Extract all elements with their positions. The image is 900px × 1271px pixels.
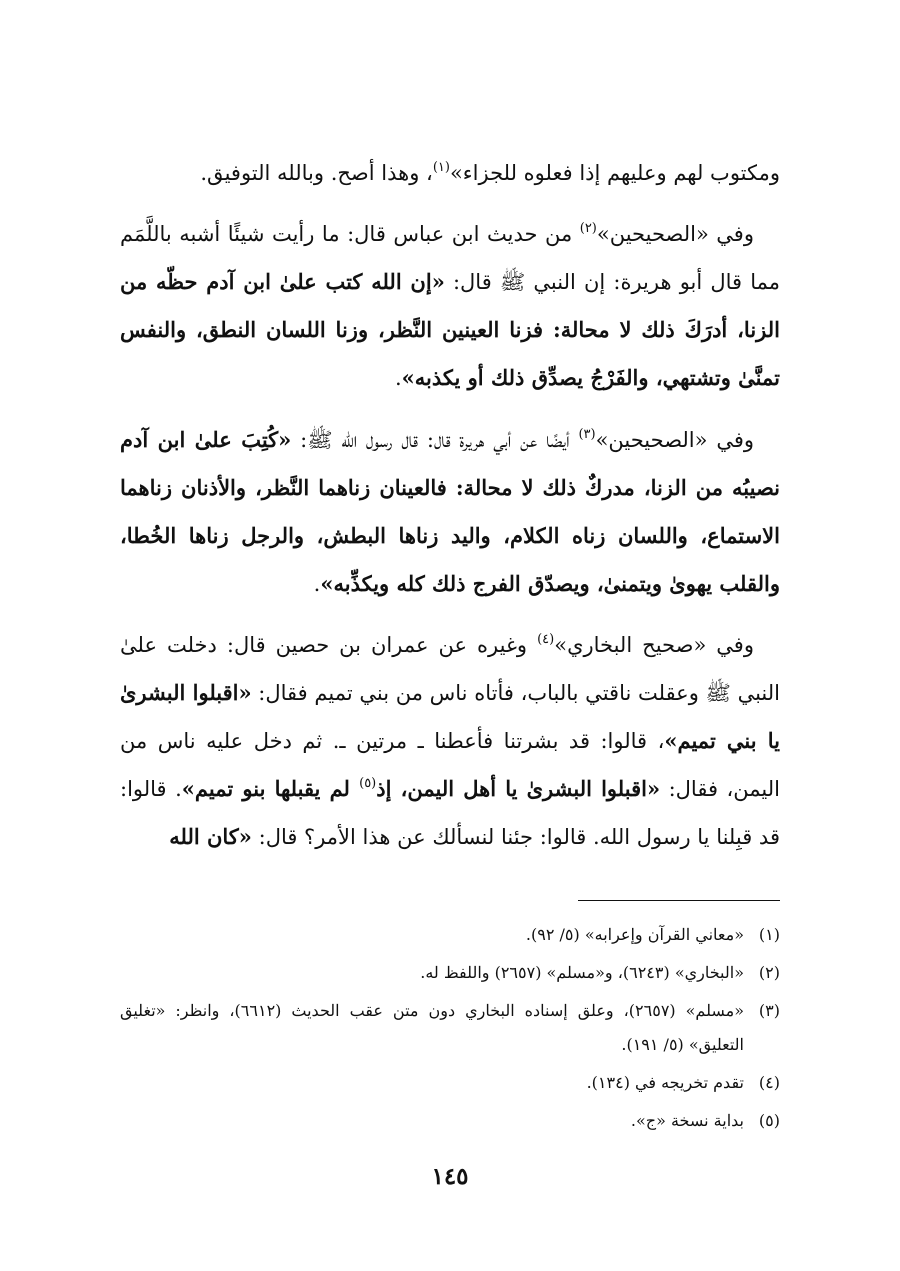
paragraph <box>120 416 780 608</box>
main-text <box>120 150 780 875</box>
text-run: . قالوا: قد قبِلنا يا رسول الله. قالوا: جئنا لنسألك عن هذا الأمر؟ قال: <box>120 777 780 849</box>
footnote-item <box>120 918 780 952</box>
text-run: من حديث ابن عباس قال: ما رأيت شيئًا أشبه باللَّمَم مما قال أبو هريرة: إن النبي ﷺ قال: <box>120 222 781 294</box>
footnote-ref[interactable]: (٢) <box>579 221 597 236</box>
text-run: وفي «صحيح البخاري» <box>554 633 754 657</box>
footnote-item <box>120 1066 780 1100</box>
footnote-ref[interactable]: (١) <box>432 160 450 175</box>
hadith-quote: «اقبلوا البشرىٰ يا بني تميم» <box>120 680 780 753</box>
footnote-text: تقدم تخريجه في (١٣٤). <box>586 1073 744 1092</box>
paragraph <box>120 211 780 402</box>
footnote-text: «معاني القرآن وإعرابه» (٥/ ٩٢). <box>525 925 744 944</box>
footnote-number: (١) <box>758 925 780 944</box>
footnote-number: (٣) <box>758 1001 780 1020</box>
text-run: ومكتوب لهم وعليهم إذا فعلوه للجزاء» <box>449 161 780 185</box>
text-run: ، وهذا أصح. وبالله التوفيق. <box>200 161 433 185</box>
footnote-ref[interactable]: (٥) <box>359 776 377 791</box>
paragraph <box>120 622 780 861</box>
footnotes <box>120 918 780 1142</box>
text-run: وفي «الصحيحين» <box>595 428 754 452</box>
hadith-quote: «كُتِبَ علىٰ ابن آدم نصيبُه من الزنا، مدركٌ ذلك لا محالة: فالعينان زناهما النَّظر، والأذنان زناهما الاستماع، واللسان زناه الكلام، واليد زناها البطش، والرجل زناها الخُطا، والقلب يهوىٰ ويتمنىٰ، ويصدّق الفرج ذلك كله ويكذِّبه» <box>120 427 781 596</box>
text-run: أيضًا عن أبي هريرة قال: قال رسول الله ﷺ: <box>291 428 579 452</box>
hadith-quote: «إن الله كتب علىٰ ابن آدم حظّه من الزنا، أدرَكَ ذلك لا محالة: فزنا العينين النَّظر، وزنا اللسان النطق، والنفس تمنَّىٰ وتشتهي، والفَرْجُ يصدِّق ذلك أو يكذبه» <box>120 269 780 390</box>
paragraph <box>120 150 780 197</box>
footnote-ref[interactable]: (٤) <box>537 632 555 647</box>
hadith-quote: «كان الله <box>169 824 252 849</box>
footnote-ref[interactable]: (٣) <box>578 427 596 442</box>
text-run: . <box>394 366 402 390</box>
footnote-text: «مسلم» (٢٦٥٧)، وعلق إسناده البخاري دون متن عقب الحديث (٦٦١٢)، وانظر: «تغليق التعليق» (٥/ ١٩١). <box>120 1001 745 1054</box>
text-run: . <box>313 572 321 596</box>
footnote-item <box>120 994 780 1062</box>
footnote-text: «البخاري» (٦٢٤٣)، و«مسلم» (٢٦٥٧) واللفظ له. <box>420 963 744 982</box>
footnote-divider <box>578 900 780 901</box>
text-run: ، قالوا: قد بشرتنا فأعطنا ـ مرتين ـ. ثم دخل عليه ناس من اليمن، فقال: <box>120 729 780 801</box>
hadith-quote: «اقبلوا البشرىٰ يا أهل اليمن، إذ <box>376 776 661 801</box>
text-run: وفي «الصحيحين» <box>596 222 754 246</box>
footnote-text: بداية نسخة «ج». <box>630 1111 744 1130</box>
footnote-number: (٢) <box>758 963 780 982</box>
hadith-quote: لم يقبلها بنو تميم» <box>181 776 360 801</box>
footnote-item <box>120 1104 780 1138</box>
page-number: ١٤٥ <box>431 1163 469 1190</box>
footnote-item <box>120 956 780 990</box>
footnote-number: (٤) <box>758 1073 780 1092</box>
footnote-number: (٥) <box>758 1111 780 1130</box>
text-run: وغيره عن عمران بن حصين قال: دخلت علىٰ النبي ﷺ وعقلت ناقتي بالباب، فأتاه ناس من بني تميم فقال: <box>120 633 781 705</box>
